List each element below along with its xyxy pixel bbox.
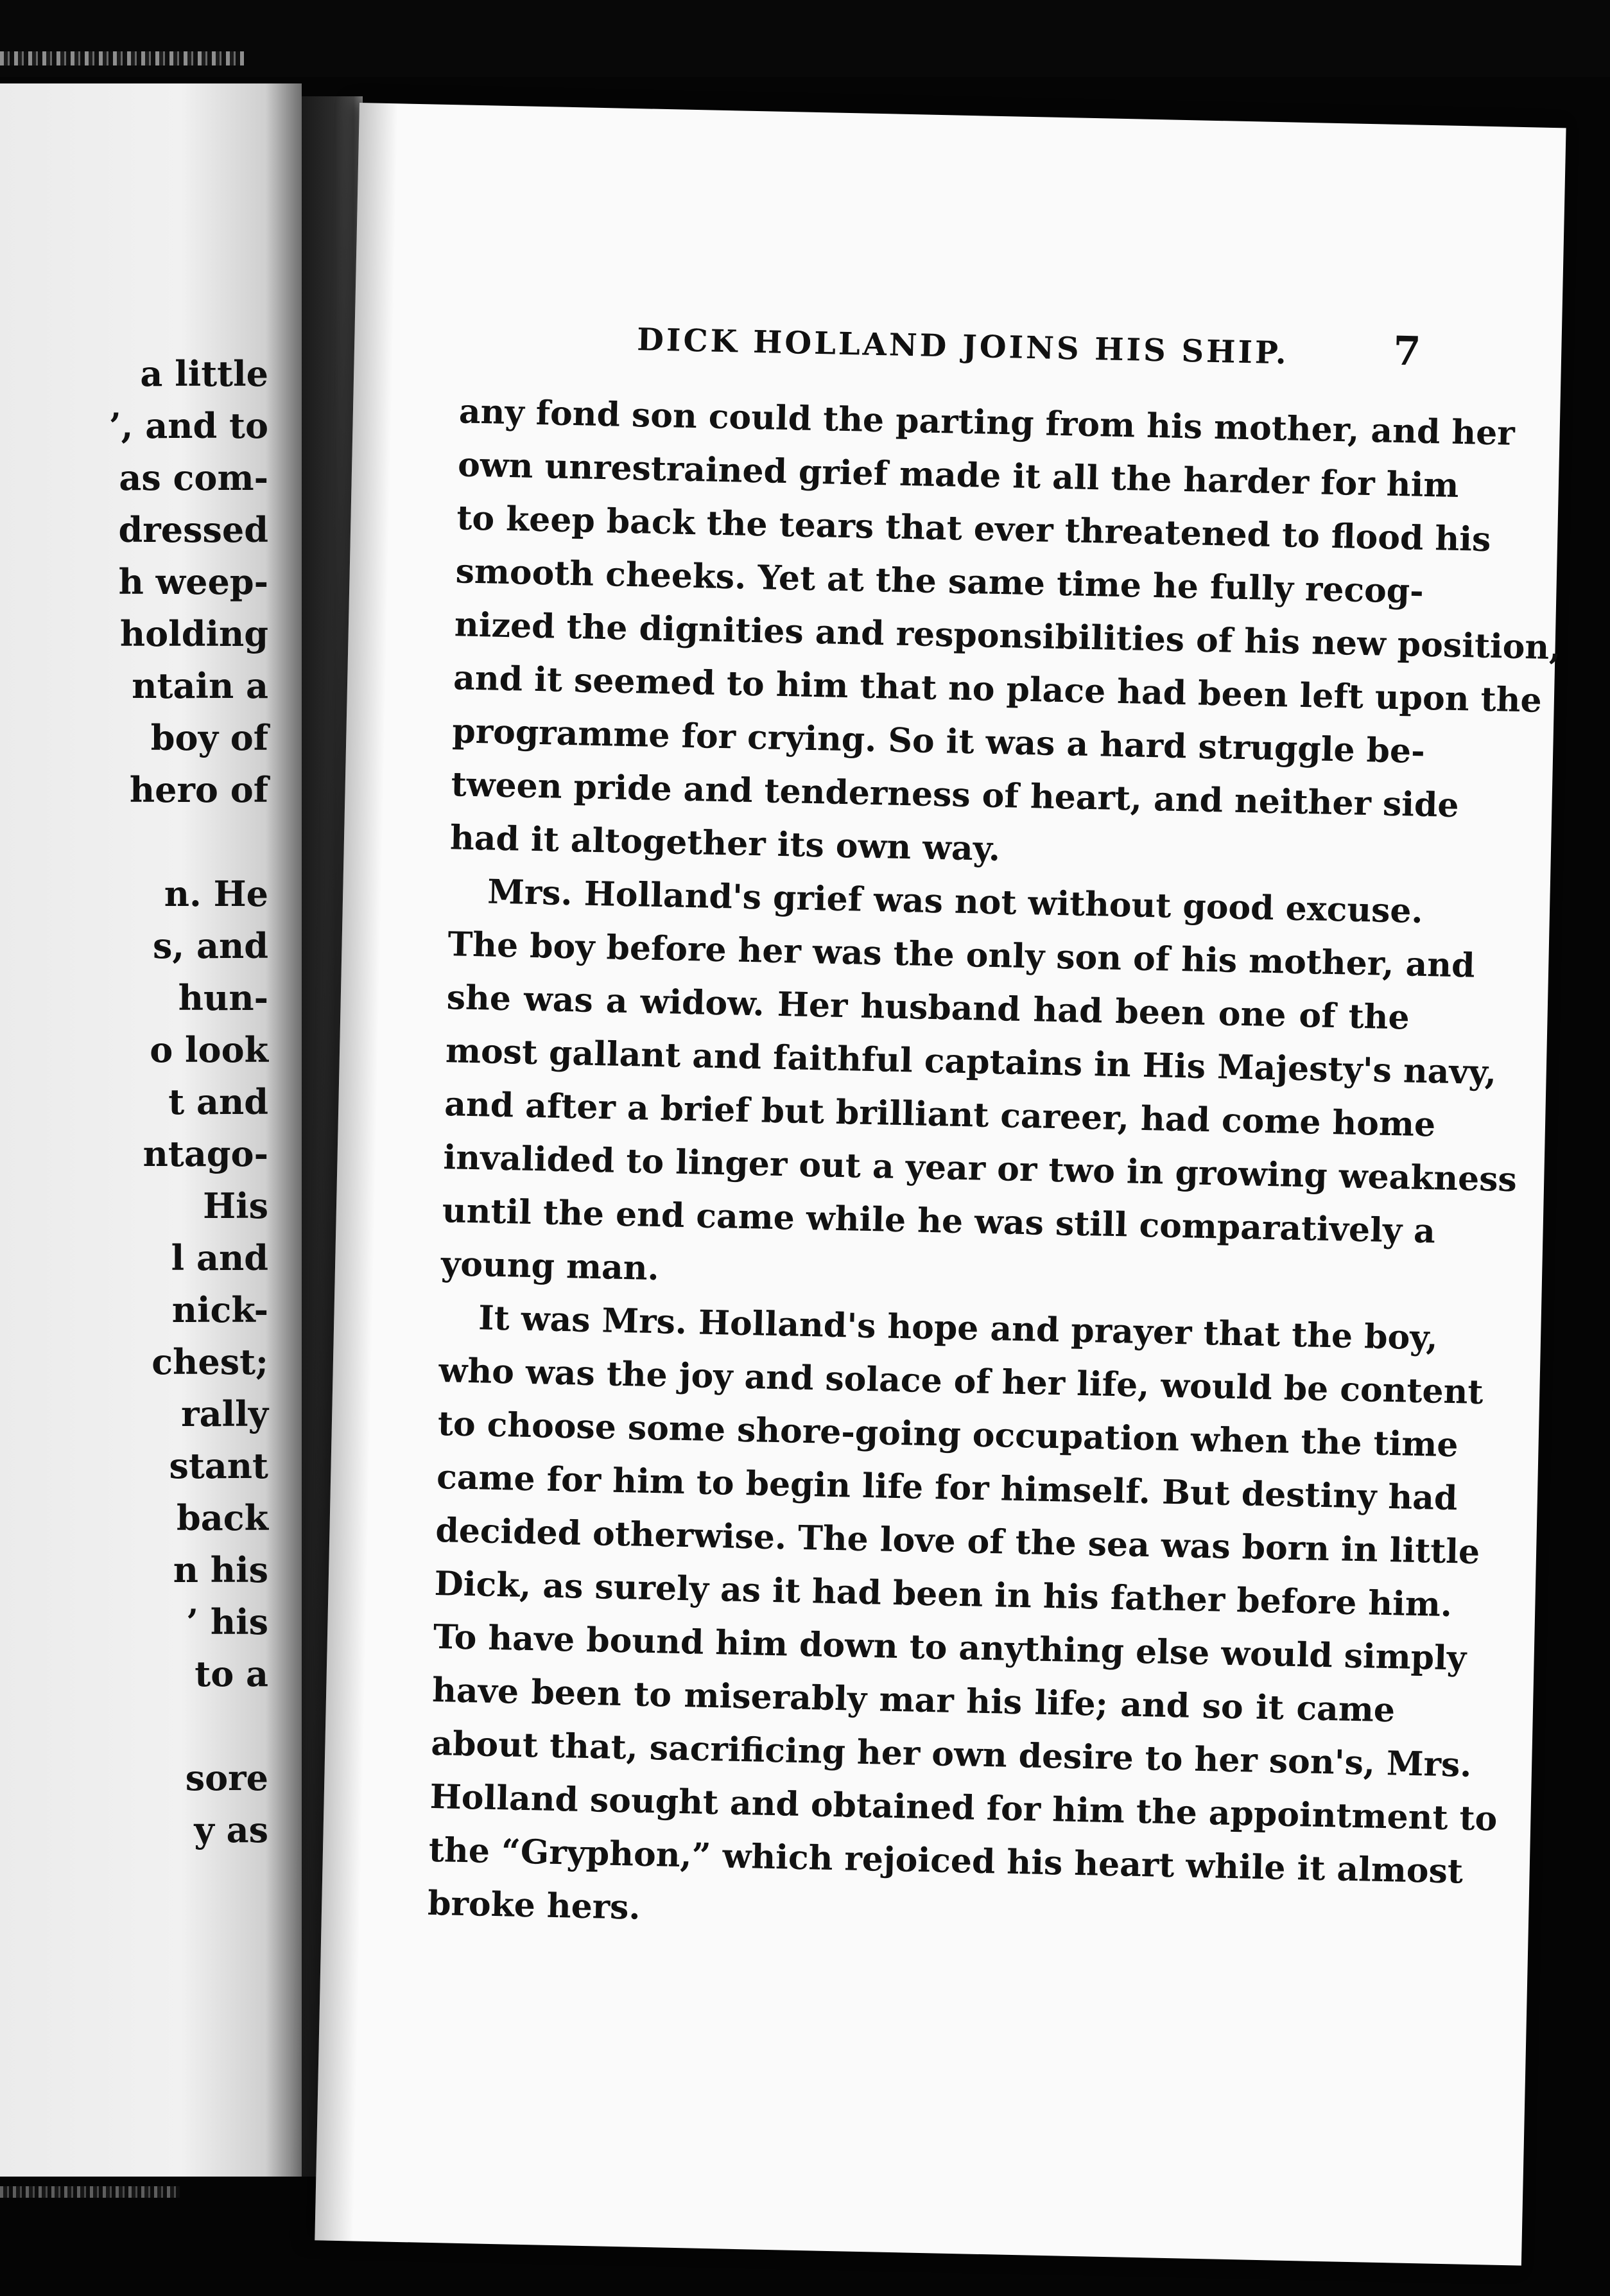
text-line: to choose some shore-going occupation when the time <box>437 1404 1459 1465</box>
left-page-text-fragment: back <box>176 1497 268 1538</box>
paragraph <box>427 1291 1498 1950</box>
left-page-text-fragment: ntago- <box>143 1133 268 1174</box>
left-page-text-fragment: hero of <box>129 769 268 810</box>
left-page-text-fragment: holding <box>119 613 268 654</box>
text-line: came for him to begin life for himself. But destiny had <box>436 1457 1458 1518</box>
paragraph <box>449 385 1561 884</box>
left-page-text-fragment: h weep- <box>118 561 268 602</box>
left-page-text-fragment: ntain a <box>132 665 268 706</box>
text-line: broke hers. <box>427 1883 641 1927</box>
text-line: Dick, as surely as it had been in his father before him. <box>434 1563 1453 1625</box>
text-line: Mrs. Holland's grief was not without good excuse. <box>487 872 1424 931</box>
left-page-text-fragment: to a <box>195 1653 268 1694</box>
left-page-text-fragment: rally <box>181 1393 268 1434</box>
left-page-text-fragment: dressed <box>118 509 268 550</box>
text-line: nized the dignities and responsibilities of his new position, <box>454 605 1561 668</box>
left-page-text-fragment: ’ his <box>186 1601 268 1642</box>
right-page <box>315 103 1566 2266</box>
text-line: any fond son could the parting from his mother, and her <box>458 392 1516 453</box>
scan-border <box>0 0 1610 77</box>
text-line: smooth cheeks. Yet at the same time he fully recog- <box>455 552 1424 611</box>
text-line: until the end came while he was still comparatively a <box>442 1191 1436 1251</box>
left-page-text-fragment: hun- <box>178 977 268 1018</box>
text-line: and after a brief but brilliant career, had come home <box>444 1084 1436 1145</box>
paragraph <box>440 864 1518 1310</box>
text-line: had it altogether its own way. <box>449 818 1001 869</box>
left-page-text-fragment: a little <box>140 353 268 394</box>
text-line: invalided to linger out a year or two in growing weakness <box>442 1138 1518 1200</box>
text-line: have been to miserably mar his life; and so it came <box>431 1670 1396 1730</box>
left-page-text-fragment: as com- <box>119 457 268 498</box>
left-page-text-fragment: His <box>203 1185 268 1226</box>
left-page-text-fragment: stant <box>169 1445 268 1486</box>
left-page-text-fragment: l and <box>171 1237 268 1278</box>
book-binding-edge-bottom <box>0 2186 180 2198</box>
book-binding-edge <box>0 51 244 65</box>
text-line: and it seemed to him that no place had been left upon the <box>453 658 1543 720</box>
left-page-text-fragment: s, and <box>152 925 268 966</box>
text-line: young man. <box>440 1244 660 1289</box>
text-line: programme for crying. So it was a hard struggle be- <box>451 711 1426 771</box>
text-line: own unrestrained grief made it all the harder for him <box>457 445 1459 505</box>
left-page-text-fragment: o look <box>150 1029 268 1070</box>
text-line: most gallant and faithful captains in His Majesty's navy, <box>445 1031 1497 1093</box>
left-page-text-fragment: chest; <box>151 1341 268 1382</box>
page-number: 7 <box>1392 327 1422 375</box>
left-page-text-fragment: n his <box>173 1549 268 1590</box>
left-page-text-fragment: nick- <box>171 1289 268 1330</box>
text-line: who was the joy and solace of her life, would be content <box>438 1351 1484 1413</box>
text-line: tween pride and tenderness of heart, and neither side <box>451 765 1460 826</box>
left-page-text-fragment: n. He <box>164 873 268 914</box>
text-line: Holland sought and obtained for him the appointment to <box>429 1777 1498 1839</box>
left-facing-page <box>0 83 302 2177</box>
text-line: she was a widow. Her husband had been one of the <box>446 978 1410 1038</box>
left-page-text-fragment: y as <box>194 1809 268 1850</box>
running-head: DICK HOLLAND JOINS HIS SHIP. <box>636 322 1290 372</box>
text-line: The boy before her was the only son of his mother, and <box>447 925 1476 986</box>
left-page-text-fragment: t and <box>168 1081 268 1122</box>
left-page-text-fragment: ’, and to <box>108 405 268 446</box>
text-line: about that, sacrificing her own desire to her son's, Mrs. <box>430 1723 1472 1785</box>
text-line: To have bound him down to anything else would simply <box>433 1617 1467 1678</box>
left-page-text-fragment: sore <box>185 1757 268 1798</box>
text-line: the “Gryphon,” which rejoiced his heart while it almost <box>428 1830 1464 1892</box>
body-text <box>427 385 1561 1950</box>
text-line: decided otherwise. The love of the sea was born in little <box>435 1510 1480 1572</box>
text-line: to keep back the tears that ever threatened to flood his <box>456 498 1491 560</box>
left-page-text-fragment: boy of <box>150 717 268 758</box>
text-line: It was Mrs. Holland's hope and prayer that the boy, <box>478 1298 1439 1358</box>
